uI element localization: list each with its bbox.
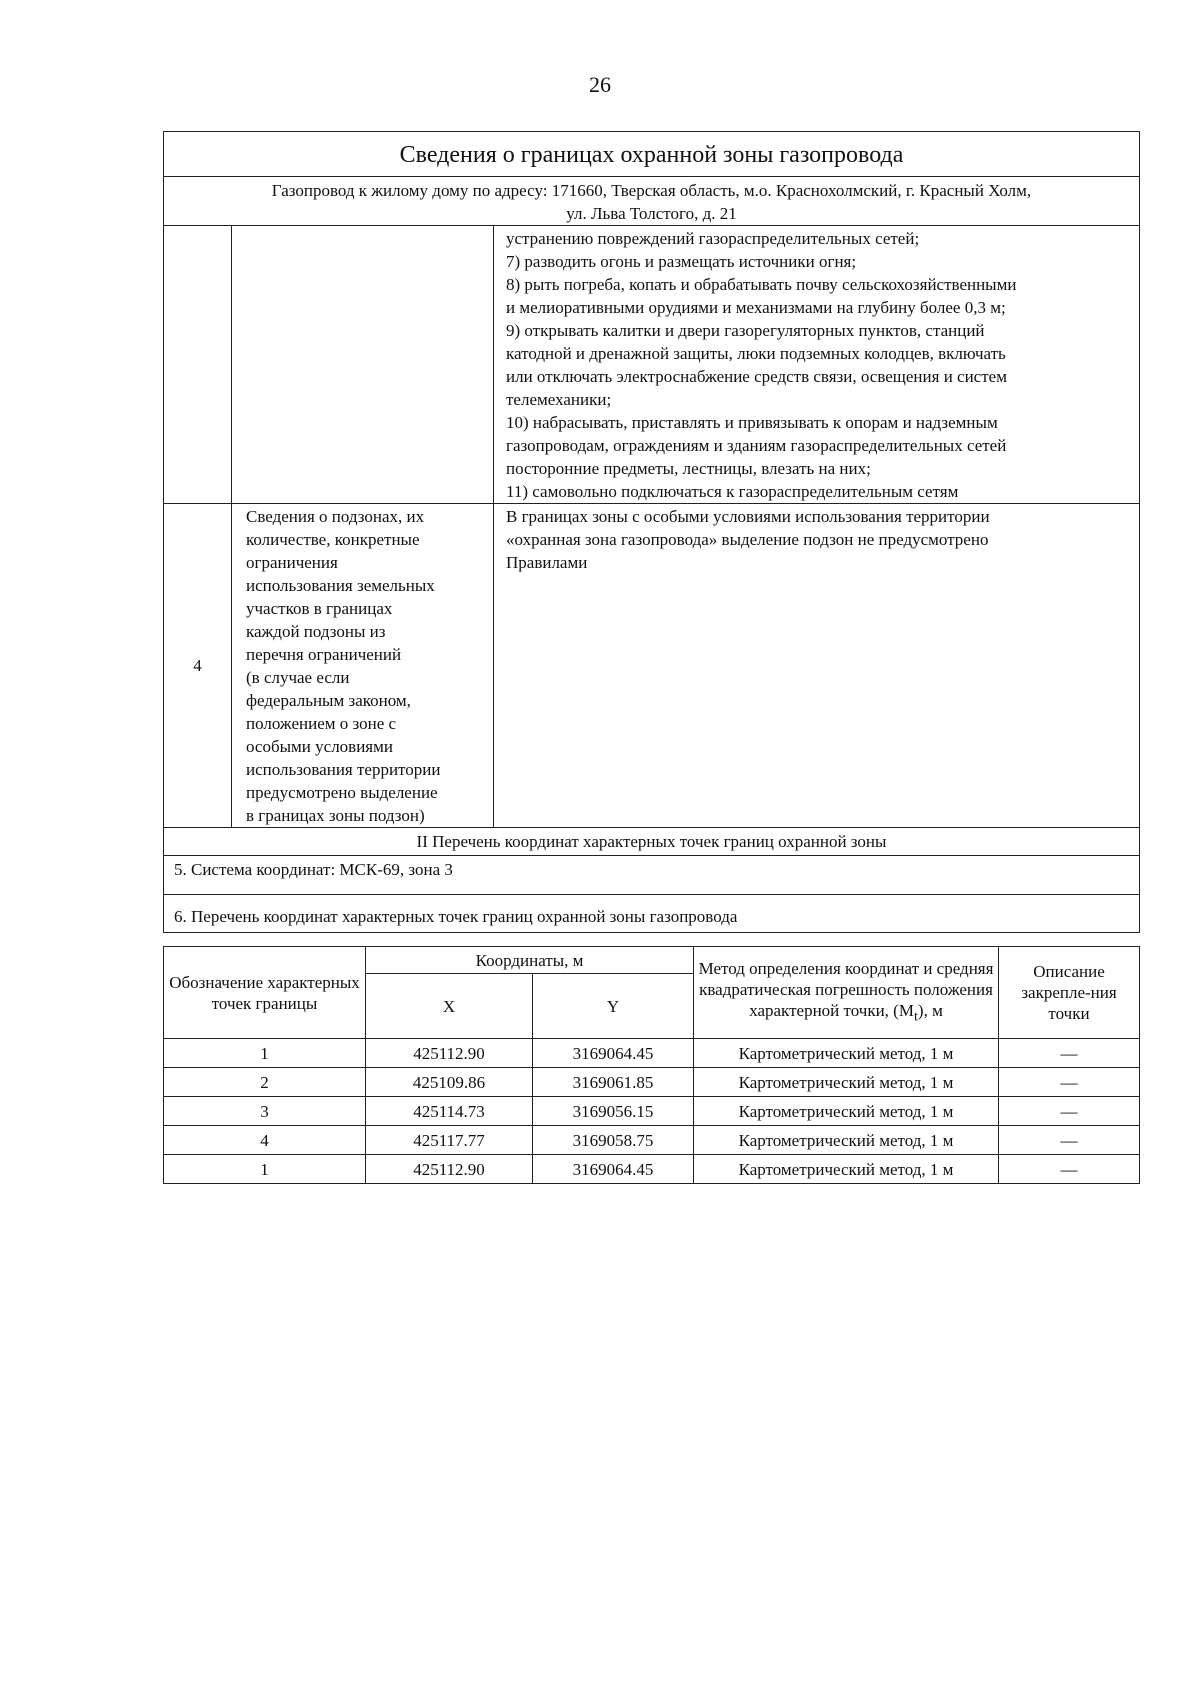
method-text: Метод определения координат и средняя квадратическая погрешность положения характерной точки, (M xyxy=(698,958,994,1020)
object-address xyxy=(164,177,1140,226)
description-value: — xyxy=(999,1097,1140,1126)
label-line: ограничения xyxy=(246,553,338,572)
restriction-line: устранению повреждений газораспределительных сетей; xyxy=(506,229,920,248)
restriction-line: 9) открывать калитки и двери газорегуляторных пунктов, станций xyxy=(506,321,985,340)
label-line: предусмотрено выделение xyxy=(246,783,438,802)
table-row xyxy=(164,1126,1140,1155)
restrictions-number-cell xyxy=(164,226,232,504)
description-value: — xyxy=(999,1068,1140,1097)
label-line: в границах зоны подзон) xyxy=(246,806,425,825)
label-line: количестве, конкретные xyxy=(246,530,420,549)
document-title: Сведения о границах охранной зоны газопровода xyxy=(164,132,1140,177)
address-line: Газопровод к жилому дому по адресу: 171660, Тверская область, м.о. Краснохолмский, г. Красный Холм, xyxy=(271,181,1032,200)
method-value: Картометрический метод, 1 м xyxy=(694,1097,999,1126)
description-value: — xyxy=(999,1039,1140,1068)
restrictions-label-cell xyxy=(232,226,494,504)
coordinates-table xyxy=(163,946,1140,1184)
subzones-label xyxy=(232,504,494,828)
restriction-line: катодной и дренажной защиты, люки подземных колодцев, включать xyxy=(506,344,1006,363)
y-value: 3169064.45 xyxy=(533,1155,694,1184)
y-value: 3169061.85 xyxy=(533,1068,694,1097)
point-number: 3 xyxy=(164,1097,366,1126)
description-value: — xyxy=(999,1126,1140,1155)
row-number: 4 xyxy=(164,504,232,828)
x-value: 425114.73 xyxy=(366,1097,533,1126)
point-number: 1 xyxy=(164,1039,366,1068)
label-line: (в случае если xyxy=(246,668,350,687)
point-number: 1 xyxy=(164,1155,366,1184)
restriction-line: и мелиоративными орудиями и механизмами на глубину более 0,3 м; xyxy=(506,298,1006,317)
restriction-line: телемеханики; xyxy=(506,390,612,409)
label-line: положением о зоне с xyxy=(246,714,397,733)
label-line: федеральным законом, xyxy=(246,691,411,710)
y-value: 3169056.15 xyxy=(533,1097,694,1126)
value-line: Правилами xyxy=(506,553,588,572)
method-value: Картометрический метод, 1 м xyxy=(694,1155,999,1184)
page-number: 26 xyxy=(589,72,611,97)
label-line: особыми условиями xyxy=(246,737,393,756)
label-line: Сведения о подзонах, их xyxy=(246,507,425,526)
restriction-line: посторонние предметы, лестницы, влезать на них; xyxy=(506,459,871,478)
label-line: использования территории xyxy=(246,760,441,779)
method-value: Картометрический метод, 1 м xyxy=(694,1039,999,1068)
x-value: 425112.90 xyxy=(366,1155,533,1184)
protection-zone-table xyxy=(163,131,1140,933)
restrictions-list xyxy=(494,226,1140,504)
value-line: В границах зоны с особыми условиями использования территории xyxy=(506,507,990,526)
col-header-coords: Координаты, м xyxy=(366,947,694,974)
col-header-x: X xyxy=(366,974,533,1039)
col-header-method xyxy=(694,947,999,1039)
label-line: участков в границах xyxy=(246,599,393,618)
col-header-description: Описание закрепле-ния точки xyxy=(999,947,1140,1039)
table-row xyxy=(164,1097,1140,1126)
label-line: каждой подзоны из xyxy=(246,622,386,641)
points-heading: 6. Перечень координат характерных точек границ охранной зоны газопровода xyxy=(164,895,1140,933)
restriction-line: или отключать электроснабжение средств связи, освещения и систем xyxy=(506,367,1007,386)
restriction-line: газопроводам, ограждениям и зданиям газораспределительных сетей xyxy=(506,436,1007,455)
y-value: 3169058.75 xyxy=(533,1126,694,1155)
table-row xyxy=(164,1068,1140,1097)
coordinate-system: 5. Система координат: МСК-69, зона 3 xyxy=(164,856,1140,895)
subzones-value xyxy=(494,504,1140,828)
label-line: использования земельных xyxy=(246,576,435,595)
label-line: перечня ограничений xyxy=(246,645,402,664)
point-number: 2 xyxy=(164,1068,366,1097)
x-value: 425117.77 xyxy=(366,1126,533,1155)
col-header-y: Y xyxy=(533,974,694,1039)
method-value: Картометрический метод, 1 м xyxy=(694,1126,999,1155)
restriction-line: 11) самовольно подключаться к газораспределительным сетям xyxy=(506,482,959,501)
x-value: 425109.86 xyxy=(366,1068,533,1097)
table-row xyxy=(164,1155,1140,1184)
method-value: Картометрический метод, 1 м xyxy=(694,1068,999,1097)
col-header-designation: Обозначение характерных точек границы xyxy=(164,947,366,1039)
value-line: «охранная зона газопровода» выделение подзон не предусмотрено xyxy=(506,530,989,549)
method-subscript: t xyxy=(913,1008,918,1025)
section-2-title: II Перечень координат характерных точек границ охранной зоны xyxy=(164,828,1140,856)
restriction-line: 7) разводить огонь и размещать источники огня; xyxy=(506,252,857,271)
method-unit: ), м xyxy=(917,1000,943,1020)
description-value: — xyxy=(999,1155,1140,1184)
x-value: 425112.90 xyxy=(366,1039,533,1068)
point-number: 4 xyxy=(164,1126,366,1155)
restriction-line: 8) рыть погреба, копать и обрабатывать почву сельскохозяйственными xyxy=(506,275,1017,294)
restriction-line: 10) набрасывать, приставлять и привязывать к опорам и надземным xyxy=(506,413,998,432)
table-row xyxy=(164,1039,1140,1068)
y-value: 3169064.45 xyxy=(533,1039,694,1068)
address-line: ул. Льва Толстого, д. 21 xyxy=(566,204,737,223)
